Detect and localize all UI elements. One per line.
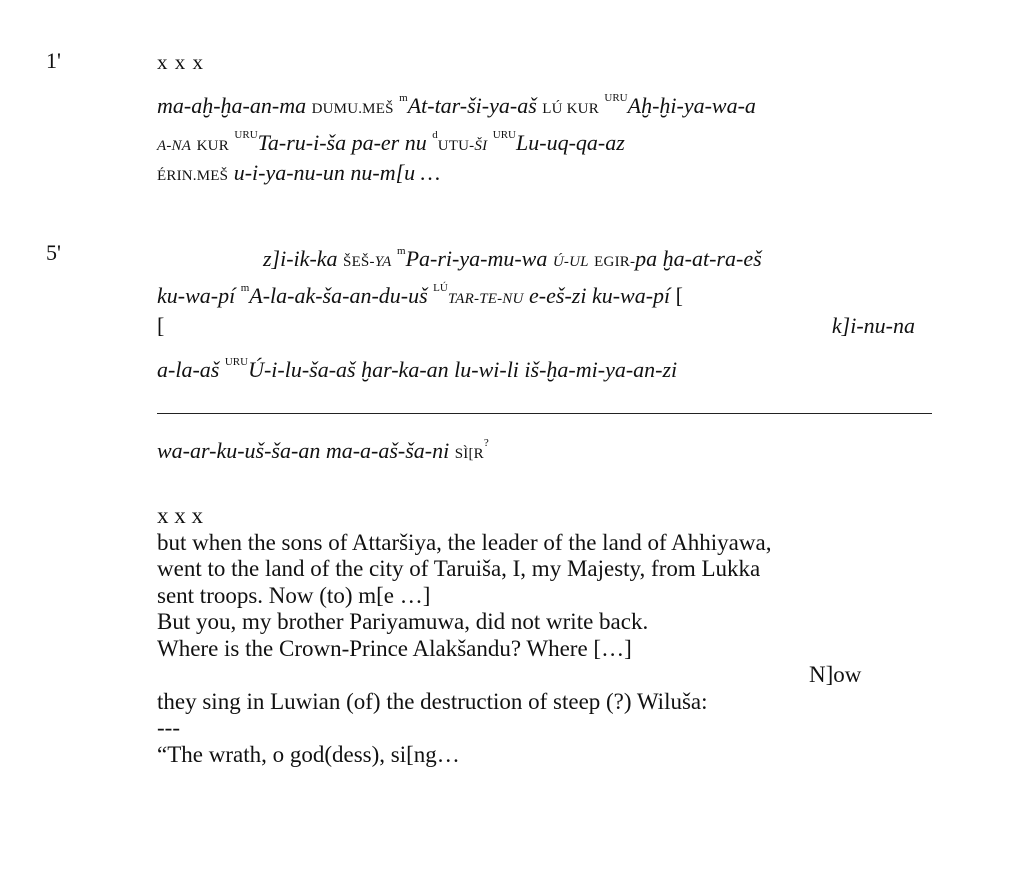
determinative: URU [604, 92, 628, 104]
translation-line-6: Where is the Crown-Prince Alakšandu? Where […] [157, 635, 632, 661]
translit-line-8 [157, 344, 947, 381]
line-number-5: 5' [46, 240, 61, 265]
sumerogram: ÉRIN.MEŠ [157, 168, 229, 184]
place-name: Lu-uq-qa-az [516, 130, 625, 155]
transliteration-block-1 [157, 43, 947, 191]
translation-line-9: --- [157, 715, 180, 740]
personal-name: Pa-ri-ya-mu-wa [405, 246, 548, 271]
line-number-1: 1' [46, 48, 61, 73]
translit-word: wa-ar-ku-uš-ša-an ma-a-aš-ša-ni [157, 438, 450, 463]
bracket: [ [675, 283, 683, 308]
place-name: Aḫ-ḫi-ya-wa-a [627, 93, 756, 118]
akkadogram: Ú-UL [552, 254, 589, 270]
translit-line-4 [157, 154, 947, 191]
determinative: LÚ [433, 282, 448, 294]
determinative: d [432, 129, 438, 141]
sumerogram: SÌ[R [454, 446, 484, 462]
translation-line-7: N]ow [809, 662, 862, 687]
uncertainty-mark: ? [483, 437, 489, 449]
translit-word: ku-wa-pí [157, 283, 236, 308]
sumerogram: ŠEŠ- [343, 254, 375, 270]
translation-line-2: but when the sons of Attaršiya, the leader of the land of Ahhiyawa, [157, 529, 772, 555]
translit-line-2 [157, 80, 947, 117]
translit-line-7 [157, 307, 947, 344]
translit-word: pa ḫa-at-ra-eš [635, 246, 762, 271]
translit-word: e-eš-zi ku-wa-pí [529, 283, 671, 308]
determinative: m [397, 245, 406, 257]
translit-word: k]i-nu-na [831, 313, 915, 338]
akkadogram: A-NA [157, 138, 192, 154]
translit-line-5 [157, 233, 947, 270]
translation-line-4: sent troops. Now (to) m[e …] [157, 582, 431, 608]
translation-block [157, 503, 957, 768]
akkadogram: TAR-TE-NU [447, 291, 524, 307]
personal-name: At-tar-ši-ya-aš [407, 93, 537, 118]
transliteration-block-3 [157, 425, 947, 462]
translit-line-6 [157, 270, 947, 307]
sumerogram: EGIR- [594, 254, 636, 270]
translit-word: ma-aḫ-ḫa-an-ma [157, 93, 307, 118]
translit-word: Ta-ru-i-ša pa-er nu [257, 130, 427, 155]
translit-line-1 [157, 43, 947, 80]
determinative: URU [224, 356, 249, 368]
paragraph-divider [157, 413, 932, 414]
translation-line-1: x x x [157, 503, 203, 528]
determinative: URU [492, 129, 517, 141]
akkadogram: YA [374, 254, 392, 270]
translation-line-3: went to the land of the city of Taruiša, I, my Majesty, from Lukka [157, 556, 761, 581]
determinative: m [399, 92, 408, 104]
sumerogram: KUR [196, 138, 229, 154]
translation-line-5: But you, my brother Pariyamuwa, did not write back. [157, 609, 649, 634]
translation-line-10: “The wrath, o god(dess), si[ng… [157, 741, 460, 767]
translit-word: a-la-aš [157, 357, 220, 382]
sumerogram: LÚ KUR [542, 101, 599, 117]
translit-word: z]i-ik-ka [263, 246, 338, 271]
sumerogram: UTU- [437, 138, 475, 154]
determinative: m [240, 282, 250, 294]
translit-word: u-i-ya-nu-un nu-m[u … [233, 160, 441, 185]
personal-name: A-la-ak-ša-an-du-uš [249, 283, 428, 308]
translit-line-3 [157, 117, 947, 154]
determinative: URU [234, 129, 258, 141]
bracket: [ [157, 313, 165, 338]
akkadogram: ŠI [474, 138, 488, 154]
broken-signs: x x x [157, 50, 204, 74]
translit-line-9 [157, 425, 947, 462]
sumerogram: DUMU.MEŠ [311, 101, 394, 117]
translation-line-8: they sing in Luwian (of) the destruction of steep (?) Wiluša: [157, 688, 708, 714]
translit-word: Ú-i-lu-ša-aš ḫar-ka-an lu-wi-li iš-ḫa-mi-ya-an-zi [248, 357, 678, 382]
transliteration-block-2 [157, 233, 947, 381]
